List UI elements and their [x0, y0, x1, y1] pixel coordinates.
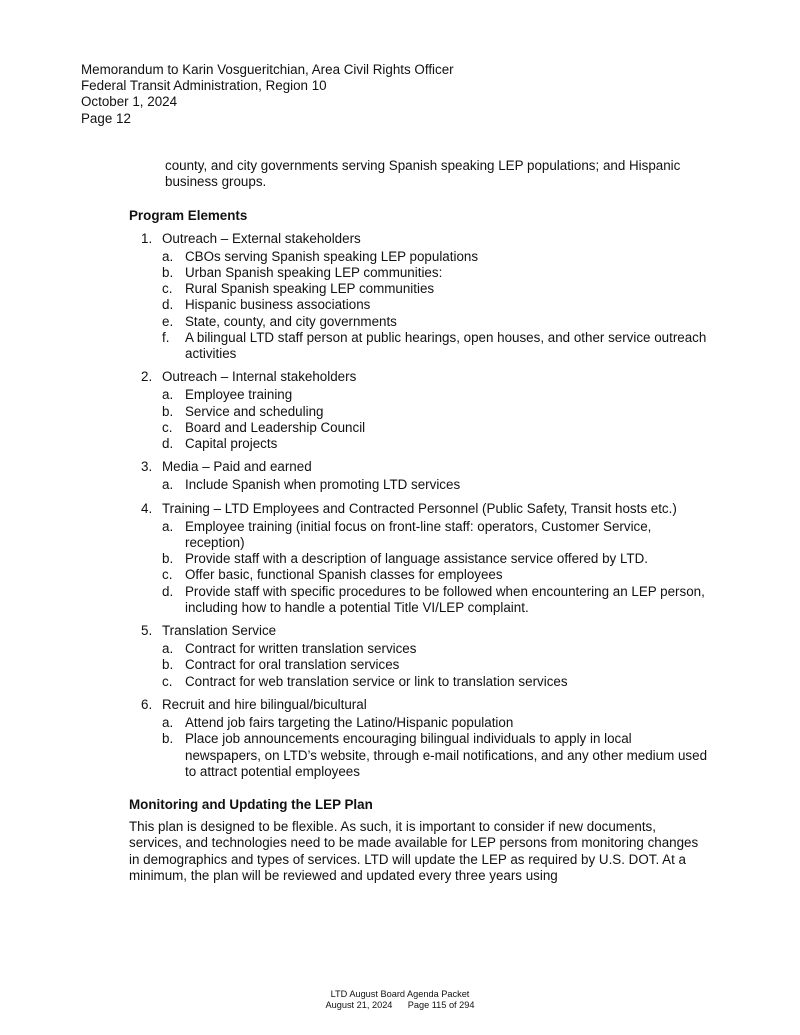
sub-item: c. Rural Spanish speaking LEP communities: [162, 281, 435, 297]
program-elements-heading: Program Elements: [129, 208, 248, 224]
sub-list: [162, 249, 709, 362]
sub-item: a. CBOs serving Spanish speaking LEP populations: [162, 248, 479, 264]
item-number: 3.: [141, 459, 153, 475]
memo-recipient: Memorandum to Karin Vosgueritchian, Area Civil Rights Officer: [81, 62, 454, 77]
sub-item: d. Provide staff with specific procedures to be followed when encountering an LEP person, including how to handle a potential Title VI/LEP complaint.: [162, 583, 705, 615]
item-number: 2.: [141, 369, 153, 385]
list-item: [129, 369, 709, 452]
monitoring-heading: Monitoring and Updating the LEP Plan: [129, 796, 373, 812]
item-title: Translation Service: [162, 623, 277, 639]
program-elements-list: [129, 231, 709, 780]
list-item: [129, 623, 709, 690]
sub-item: f. A bilingual LTD staff person at public hearings, open houses, and other service outreach activities: [162, 329, 707, 362]
memo-page-number: Page 12: [81, 110, 131, 126]
sub-item: b. Place job announcements encouraging bilingual individuals to apply in local newspapers, on LTD’s website, through e-mail notifications, and any other medium used to attract potential employees: [162, 731, 708, 779]
sub-item: b. Provide staff with a description of language assistance service offered by LTD.: [162, 551, 648, 567]
item-title: Training – LTD Employees and Contracted Personnel (Public Safety, Transit hosts etc.): [162, 500, 677, 516]
sub-list: [162, 477, 709, 493]
sub-item: a. Attend job fairs targeting the Latino/Hispanic population: [162, 715, 514, 731]
sub-item: d. Capital projects: [162, 436, 278, 452]
sub-item: b. Urban Spanish speaking LEP communities:: [162, 265, 443, 281]
sub-item: a. Employee training: [162, 387, 293, 403]
sub-item: c. Contract for web translation service or link to translation services: [162, 673, 568, 689]
list-item: [129, 459, 709, 493]
item-number: 5.: [141, 623, 153, 639]
item-title: Outreach – Internal stakeholders: [162, 369, 357, 385]
sub-item: d. Hispanic business associations: [162, 297, 371, 313]
sub-item: a. Include Spanish when promoting LTD services: [162, 477, 461, 493]
list-item: [129, 231, 709, 363]
item-number: 4.: [141, 500, 153, 516]
document-body: [129, 158, 709, 884]
item-title: Recruit and hire bilingual/bicultural: [162, 696, 367, 712]
item-title: Outreach – External stakeholders: [162, 230, 361, 246]
memo-organization: Federal Transit Administration, Region 10: [81, 78, 327, 94]
item-number: 6.: [141, 696, 153, 712]
footer-packet-title: LTD August Board Agenda Packet: [330, 989, 470, 999]
list-item: [129, 501, 709, 616]
sub-item: e. State, county, and city governments: [162, 313, 397, 329]
sub-item: c. Offer basic, functional Spanish classes for employees: [162, 567, 503, 583]
sub-item: c. Board and Leadership Council: [162, 419, 366, 435]
intro-continuation: county, and city governments serving Spanish speaking LEP populations; and Hispanic business groups.: [165, 158, 681, 190]
list-item: [129, 697, 709, 780]
sub-item: b. Contract for oral translation services: [162, 657, 400, 673]
sub-item: b. Service and scheduling: [162, 403, 324, 419]
footer-date-page: August 21, 2024 Page 115 of 294: [325, 1000, 475, 1010]
sub-item: a. Contract for written translation services: [162, 641, 417, 657]
item-number: 1.: [141, 230, 153, 246]
memo-header: [81, 62, 454, 127]
sub-list: [162, 519, 709, 616]
sub-list: [162, 387, 709, 452]
sub-list: [162, 641, 709, 690]
monitoring-paragraph: This plan is designed to be flexible. As such, it is important to consider if new documents, services, and technologies need to be made available for LEP persons from monitoring changes in demographics and types of services. LTD will update the LEP as required by U.S. DOT. At a minimum, the plan will be reviewed and updated every three years using: [129, 819, 699, 883]
page-footer: [0, 989, 800, 1011]
sub-item: a. Employee training (initial focus on front-line staff: operators, Customer Service, reception): [162, 518, 652, 551]
memo-date: October 1, 2024: [81, 94, 178, 110]
item-title: Media – Paid and earned: [162, 459, 312, 475]
sub-list: [162, 715, 709, 780]
